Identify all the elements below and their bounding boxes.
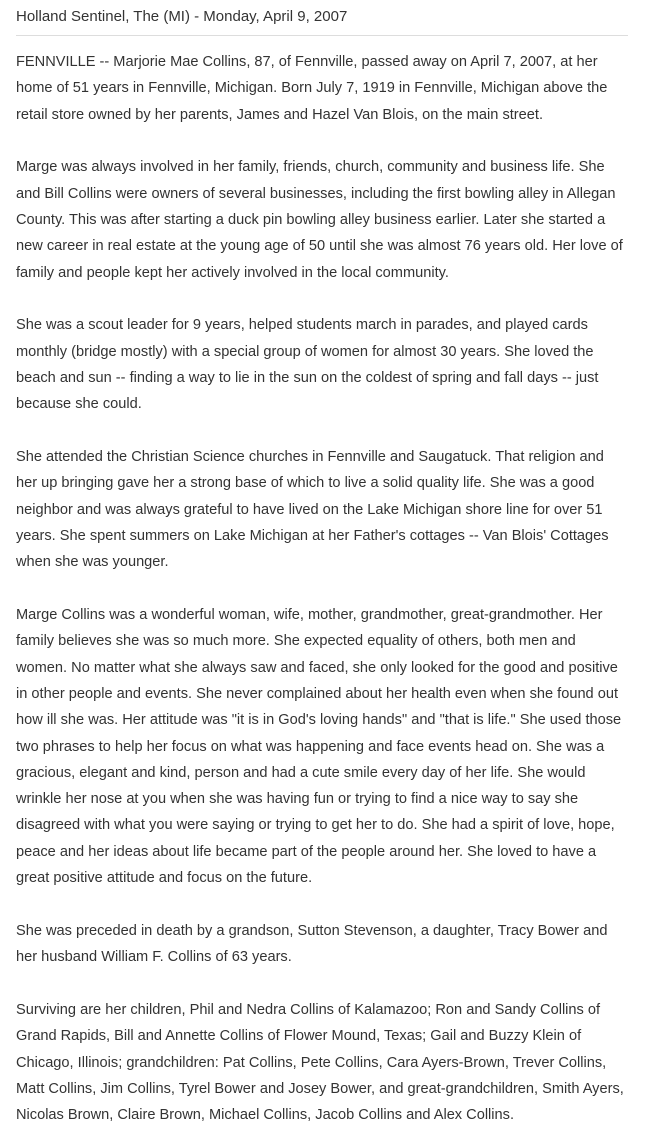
obituary-paragraph: FENNVILLE -- Marjorie Mae Collins, 87, of Fennville, passed away on April 7, 2007, at her home of 51 years in Fennville, Michigan. Born July 7, 1919 in Fennville, Michigan above the retail store owned by her parents, James and Hazel Van Blois, on the main street. <box>16 54 608 123</box>
obituary-paragraph: She attended the Christian Science churches in Fennville and Saugatuck. That religion and her up bringing gave her a strong base of which to live a solid quality life. She was a good neighbor and was always grateful to have lived on the Lake Michigan shore line for over 51 years. She spent summers on Lake Michigan at her Father's cottages -- Van Blois' Cottages when she was younger. <box>16 449 609 571</box>
obituary-body <box>16 49 628 1128</box>
obituary-paragraph: Marge Collins was a wonderful woman, wife, mother, grandmother, great-grandmother. Her family believes she was so much more. She expected equality of others, both men and women. No matter what she always saw and faced, she only looked for the good and positive in other people and events. She never complained about her health even when she found out how ill she was. Her attitude was "it is in God's loving hands" and "that is life." She used those two phrases to help her focus on what was happening and face events head on. She was a gracious, elegant and kind, person and had a cute smile every day of her life. She would wrinkle her nose at you when she was having fun or trying to find a nice way to say she disagreed with what you were saying or trying to get her to do. She had a spirit of love, hope, peace and her ideas about life became part of the people around her. She loved to have a great positive attitude and focus on the future. <box>16 607 622 887</box>
obituary-paragraph: She was preceded in death by a grandson, Sutton Stevenson, a daughter, Tracy Bower and her husband William F. Collins of 63 years. <box>16 922 608 966</box>
newspaper-source-line: Holland Sentinel, The (MI) - Monday, April 9, 2007 <box>16 6 628 36</box>
obituary-paragraph: She was a scout leader for 9 years, helped students march in parades, and played cards monthly (bridge mostly) with a special group of women for almost 30 years. She loved the beach and sun -- finding a way to lie in the sun on the coldest of spring and fall days -- just because she could. <box>16 317 599 413</box>
obituary-paragraph: Surviving are her children, Phil and Nedra Collins of Kalamazoo; Ron and Sandy Collins of Grand Rapids, Bill and Annette Collins of Flower Mound, Texas; Gail and Buzzy Klein of Chicago, Illinois; grandchildren: Pat Collins, Pete Collins, Cara Ayers-Brown, Trever Collins, Matt Collins, Jim Collins, Tyrel Bower and Josey Bower, and great-grandchildren, Smith Ayers, Nicolas Brown, Claire Brown, Michael Collins, Jacob Collins and Alex Collins. <box>16 1001 624 1124</box>
obituary-page <box>16 0 628 1128</box>
obituary-paragraph: Marge was always involved in her family, friends, church, community and business life. She and Bill Collins were owners of several businesses, including the first bowling alley in Allegan County. This was after starting a duck pin bowling alley business earlier. Later she started a new career in real estate at the young age of 50 until she was almost 76 years old. Her love of family and people kept her actively involved in the local community. <box>16 159 623 281</box>
